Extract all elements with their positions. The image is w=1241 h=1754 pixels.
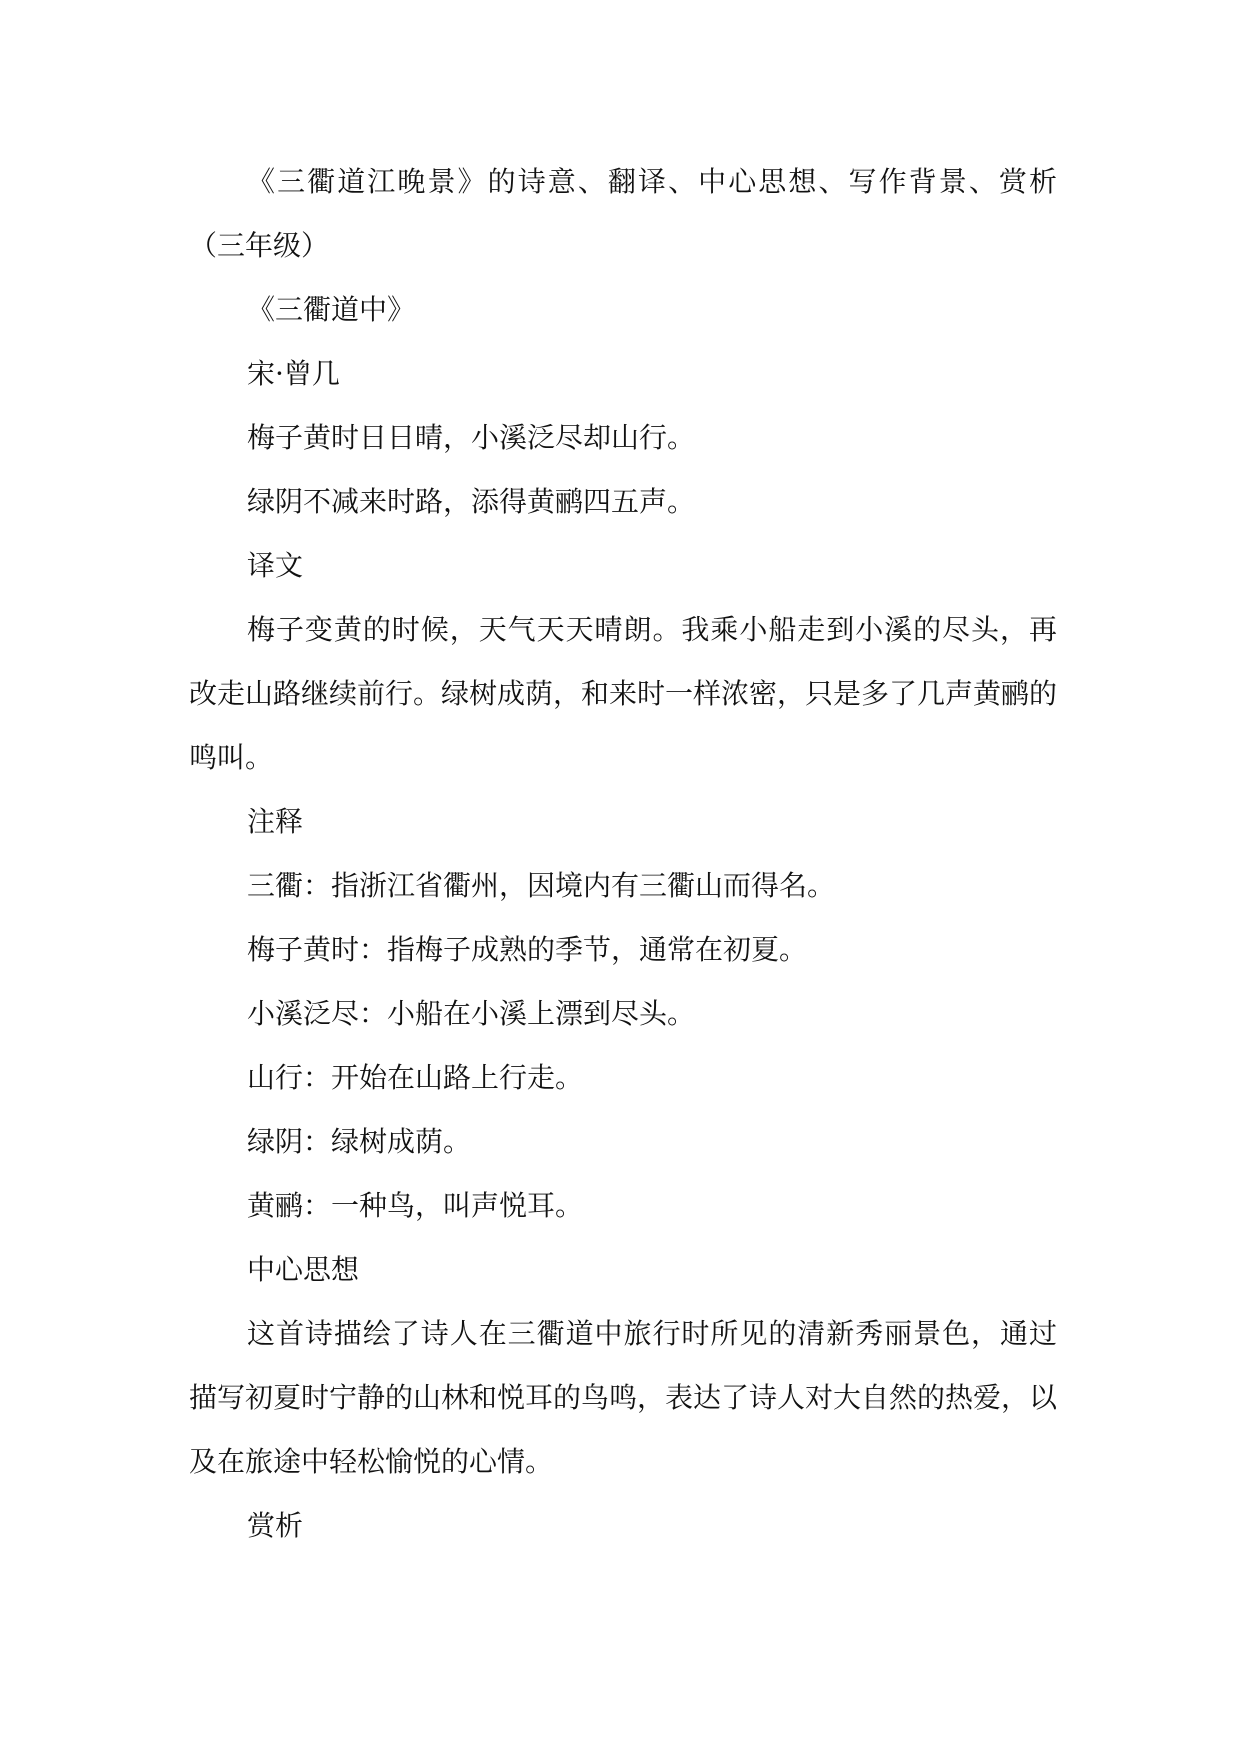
translation-text: 梅子变黄的时候，天气天天晴朗。我乘小船走到小溪的尽头，再改走山路继续前行。绿树成荫，和来时一样浓密，只是多了几声黄鹂的鸣叫。 [189, 613, 1058, 774]
document-page [189, 150, 1057, 1558]
poem-title: 《三衢道中》 [247, 293, 416, 326]
poem-author: 宋·曾几 [247, 357, 340, 390]
note-item: 山行：开始在山路上行走。 [247, 1061, 584, 1094]
note-item: 小溪泛尽：小船在小溪上漂到尽头。 [247, 997, 696, 1030]
note-item: 三衢：指浙江省衢州，因境内有三衢山而得名。 [247, 869, 836, 902]
appreciation-heading: 赏析 [247, 1509, 304, 1542]
note-item: 绿阴：绿树成荫。 [247, 1125, 472, 1158]
document-title: 《三衢道江晚景》的诗意、翻译、中心思想、写作背景、赏析（三年级） [189, 165, 1057, 262]
poem-line-2: 绿阴不减来时路，添得黄鹂四五声。 [247, 485, 696, 518]
theme-heading: 中心思想 [247, 1253, 360, 1286]
note-item: 梅子黄时：指梅子成熟的季节，通常在初夏。 [247, 933, 808, 966]
notes-heading: 注释 [247, 805, 304, 838]
translation-heading: 译文 [247, 549, 304, 582]
poem-line-1: 梅子黄时日日晴，小溪泛尽却山行。 [247, 421, 696, 454]
note-item: 黄鹂：一种鸟，叫声悦耳。 [247, 1189, 584, 1222]
theme-text: 这首诗描绘了诗人在三衢道中旅行时所见的清新秀丽景色，通过描写初夏时宁静的山林和悦耳的鸟鸣，表达了诗人对大自然的热爱，以及在旅途中轻松愉悦的心情。 [189, 1317, 1058, 1478]
